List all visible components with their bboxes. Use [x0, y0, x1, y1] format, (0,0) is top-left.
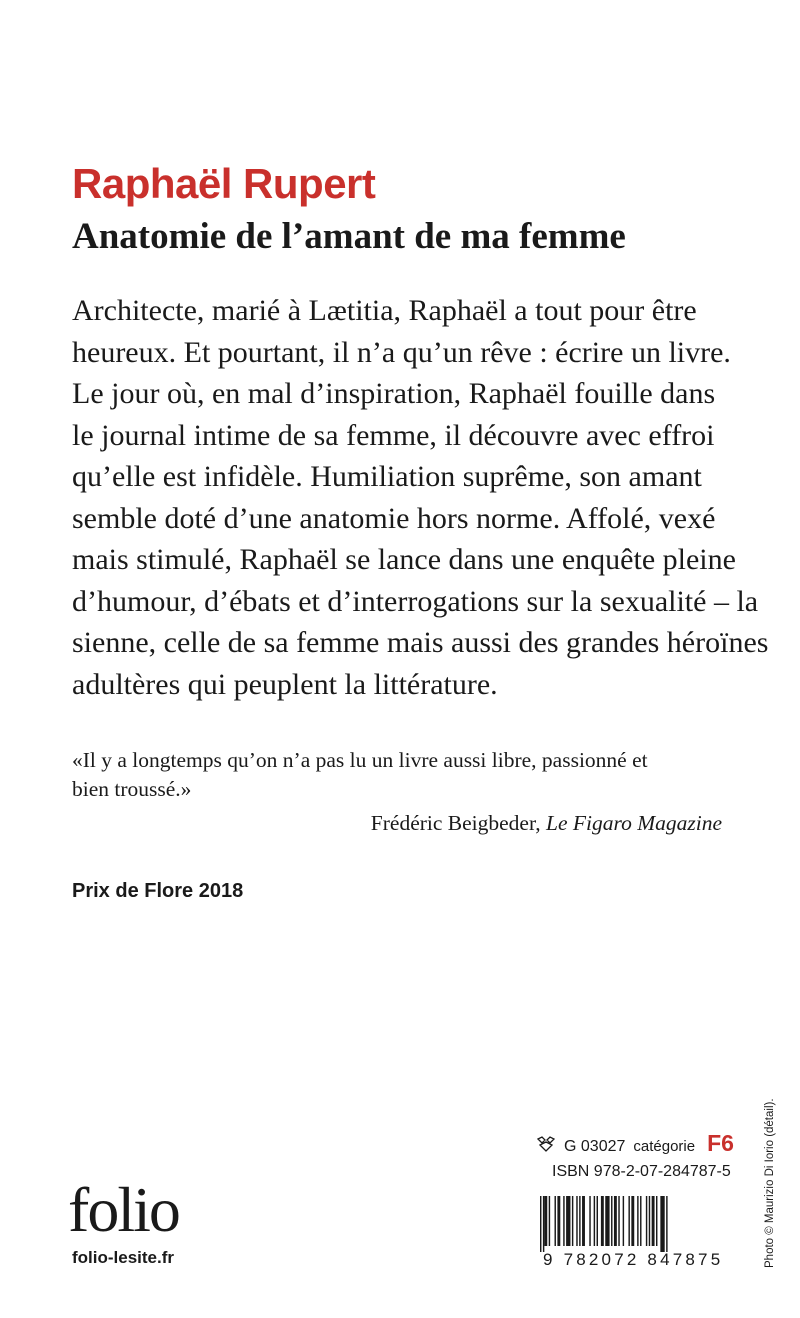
attribution-author: Frédéric Beigbeder,: [370, 811, 541, 835]
folio-logo: folio: [68, 1174, 179, 1245]
barcode-bar: [582, 1196, 585, 1246]
publisher-website: folio-lesite.fr: [72, 1248, 175, 1267]
barcode-bar: [579, 1196, 580, 1246]
barcode-bar: [557, 1196, 560, 1246]
blurb-line: heureux. Et pourtant, il n’a qu’un rêve : écrire un livre.: [72, 335, 731, 369]
barcode-bar: [618, 1196, 619, 1246]
blurb-line: qu’elle est infidèle. Humiliation suprême, son amant: [72, 460, 702, 493]
quote-attribution: [371, 811, 722, 836]
barcode-bar: [543, 1196, 544, 1252]
photo-credit: Photo © Maurizio Di Iorio (détail).: [764, 1098, 776, 1268]
barcode-bar: [652, 1196, 655, 1246]
barcode-bar: [637, 1196, 638, 1246]
category-label: catégorie: [633, 1138, 696, 1155]
blurb-line: d’humour, d’ébats et d’interrogations sur la sexualité – la: [72, 584, 759, 618]
catalog-code: G 03027: [564, 1138, 626, 1155]
barcode-bar: [576, 1196, 577, 1246]
quote-line: bien troussé.»: [72, 777, 192, 801]
barcode-bar: [601, 1196, 604, 1246]
category-value: F6: [707, 1130, 734, 1156]
book-title: Anatomie de l’amant de ma femme: [72, 216, 626, 257]
blurb-line: Architecte, marié à Lætitia, Raphaël a tout pour être: [72, 294, 697, 327]
barcode-bar: [563, 1196, 564, 1246]
barcode-digits: 9 782072 847875: [543, 1250, 724, 1269]
prize-label: Prix de Flore 2018: [72, 880, 244, 902]
barcode-bar: [611, 1196, 612, 1246]
barcode-bar: [589, 1196, 590, 1246]
barcode-bar: [597, 1196, 598, 1246]
isbn: ISBN 978-2-07-284787-5: [552, 1163, 731, 1180]
blurb-line: le journal intime de sa femme, il découvre avec effroi: [72, 418, 715, 452]
blurb-line: mais stimulé, Raphaël se lance dans une enquête pleine: [72, 543, 736, 576]
barcode-bar: [555, 1196, 556, 1246]
barcode-bar: [549, 1196, 550, 1246]
barcode: [540, 1196, 722, 1257]
barcode-bar: [656, 1196, 657, 1246]
blurb-line: Le jour où, en mal d’inspiration, Raphaël fouille dans: [72, 377, 716, 410]
barcode-bar: [640, 1196, 641, 1246]
barcode-bar: [649, 1196, 650, 1246]
barcode-bar: [660, 1196, 664, 1252]
blurb-line: adultères qui peuplent la littérature.: [72, 667, 498, 701]
barcode-bar: [540, 1196, 541, 1252]
blurb-line: semble doté d’une anatomie hors norme. Affolé, vexé: [72, 501, 716, 535]
blurb-line: sienne, celle de sa femme mais aussi des grandes héroïnes: [72, 626, 769, 659]
barcode-bars: [540, 1196, 722, 1252]
quote-line: «Il y a longtemps qu’on n’a pas lu un livre aussi libre, passionné et: [72, 748, 648, 772]
barcode-bar: [566, 1196, 570, 1246]
author-name: Raphaël Rupert: [72, 160, 376, 207]
barcode-bar: [544, 1196, 547, 1246]
barcode-bar: [572, 1196, 573, 1246]
barcode-bar: [623, 1196, 624, 1246]
press-quote: [72, 746, 732, 804]
back-cover-blurb: [72, 290, 769, 705]
barcode-bar: [605, 1196, 609, 1246]
barcode-bar: [614, 1196, 617, 1246]
catalog-line: [536, 1130, 734, 1157]
barcode-bar: [631, 1196, 634, 1246]
publisher-mark-icon: [536, 1136, 556, 1152]
barcode-bar: [646, 1196, 647, 1246]
barcode-bar: [666, 1196, 667, 1252]
barcode-bar: [628, 1196, 629, 1246]
barcode-bar: [594, 1196, 595, 1246]
attribution-source: Le Figaro Magazine: [546, 811, 722, 835]
